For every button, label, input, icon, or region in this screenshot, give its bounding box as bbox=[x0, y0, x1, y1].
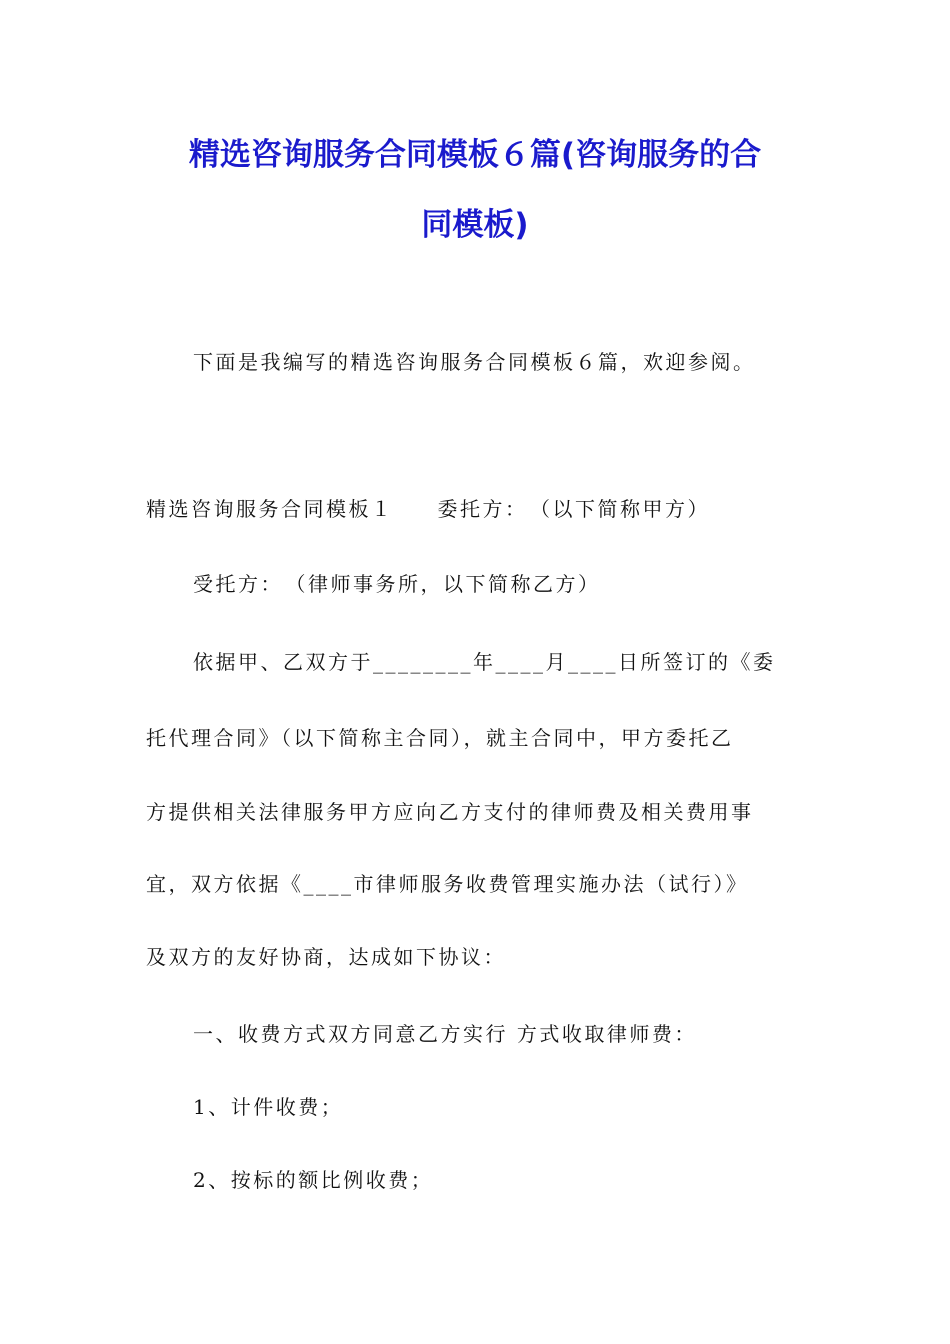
document-title-line-2: 同模板) bbox=[421, 207, 529, 243]
body-line-2: 托代理合同》（以下简称主合同），就主合同中，甲方委托乙 bbox=[146, 726, 734, 750]
agent-party-label: 受托方： （律师事务所，以下简称乙方） bbox=[193, 572, 601, 596]
list-item-2: 2、按标的额比例收费； bbox=[193, 1168, 434, 1192]
document-title-line-1: 精选咨询服务合同模板６篇(咨询服务的合 bbox=[188, 137, 762, 173]
body-line-5: 及双方的友好协商，达成如下协议： bbox=[146, 945, 506, 969]
body-line-4: 宜，双方依据《____市律师服务收费管理实施办法（试行）》 bbox=[146, 872, 749, 896]
section-1-heading: 精选咨询服务合同模板１ bbox=[146, 497, 394, 521]
clause-1: 一、收费方式双方同意乙方实行 方式收取律师费： bbox=[193, 1022, 697, 1046]
section-heading-line bbox=[146, 495, 806, 523]
client-party-label: 委托方： （以下简称甲方） bbox=[437, 497, 710, 521]
body-line-1: 依据甲、乙双方于________年____月____日所签订的《委 bbox=[193, 650, 776, 674]
list-item-1: 1、计件收费； bbox=[193, 1095, 344, 1119]
intro-paragraph: 下面是我编写的精选咨询服务合同模板６篇，欢迎参阅。 bbox=[193, 350, 756, 374]
body-line-3: 方提供相关法律服务甲方应向乙方支付的律师费及相关费用事 bbox=[146, 800, 754, 824]
